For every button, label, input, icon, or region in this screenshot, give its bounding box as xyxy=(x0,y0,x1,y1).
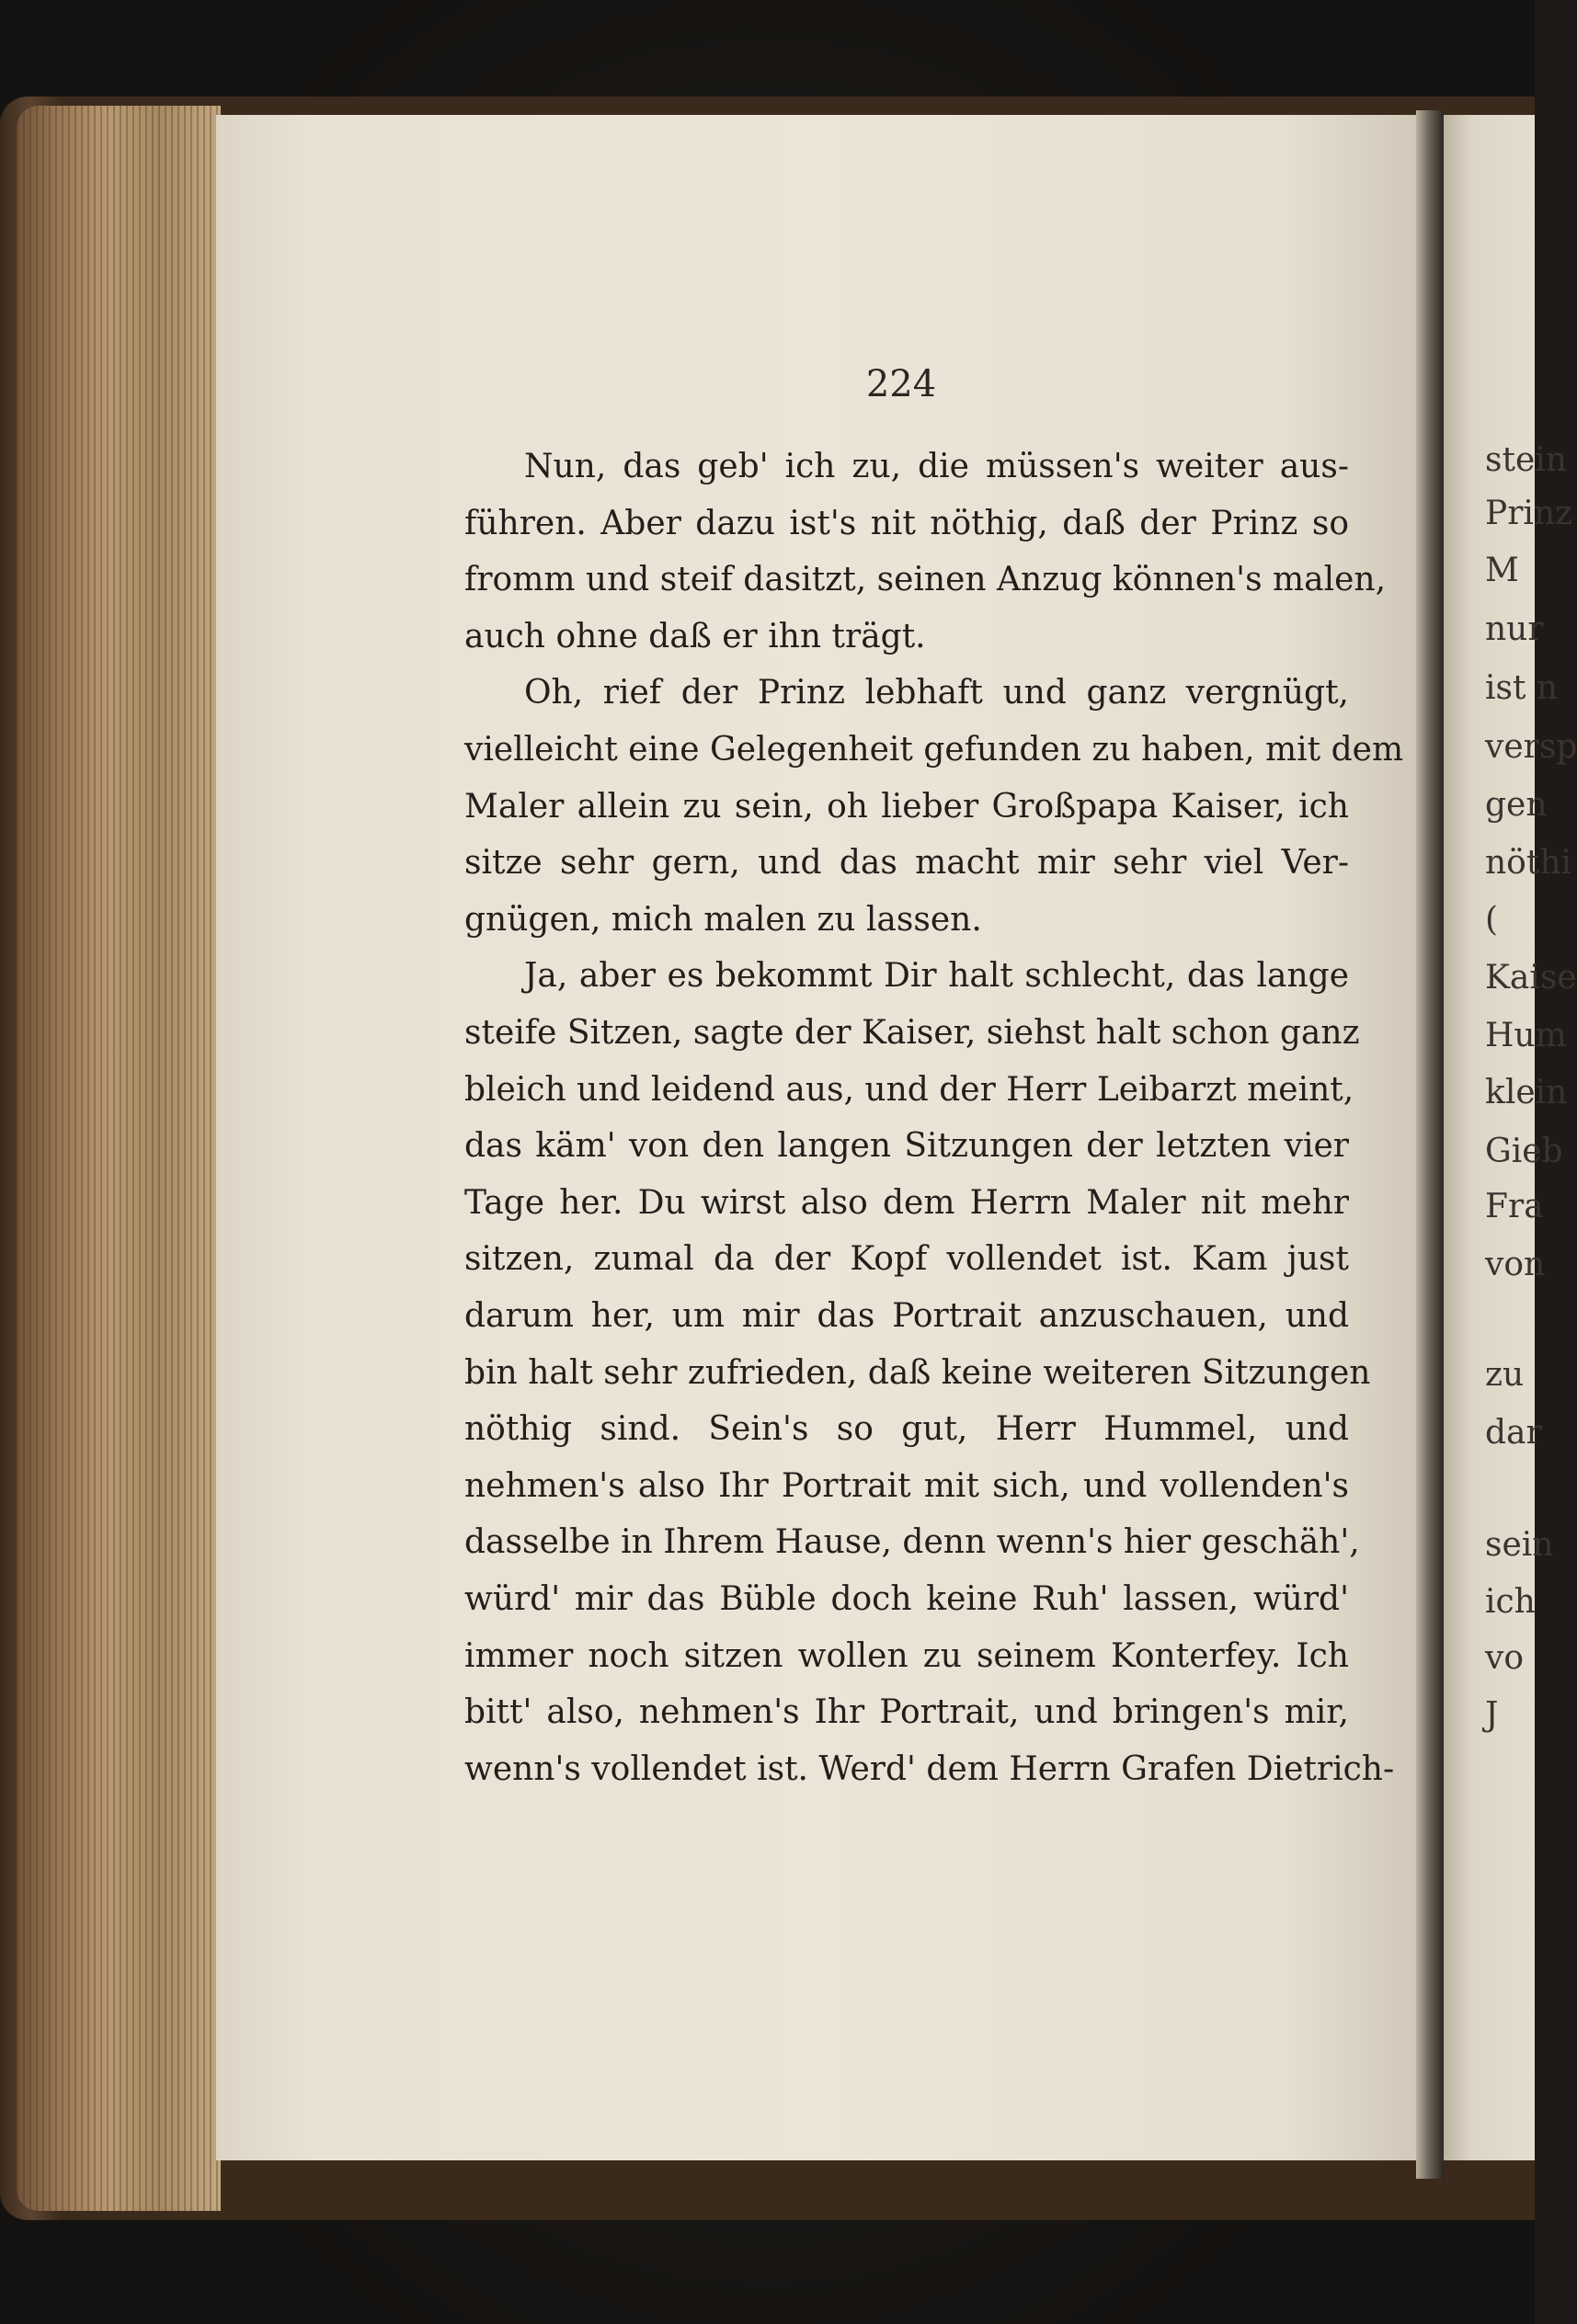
text-line: sitzen, zumal da der Kopf vollendet ist. Kam just xyxy=(464,1240,1349,1279)
text-line: nehmen's also Ihr Portrait mit sich, und vollenden's xyxy=(464,1466,1349,1505)
text-line: steife Sitzen, sagte der Kaiser, siehst halt schon ganz xyxy=(464,1014,1360,1052)
text-line: das käm' von den langen Sitzungen der letzten vier xyxy=(464,1127,1349,1166)
next-page-fragment: ist n xyxy=(1485,669,1559,707)
next-page-fragment: zu xyxy=(1485,1356,1525,1394)
text-line: wenn's vollendet ist. Werd' dem Herrn Grafen Dietrich- xyxy=(464,1749,1395,1788)
page-number: 224 xyxy=(865,363,937,405)
text-line: fromm und steif dasitzt, seinen Anzug können's malen, xyxy=(464,561,1387,599)
next-page-fragment: Fra xyxy=(1485,1188,1544,1225)
text-line: vielleicht eine Gelegenheit gefunden zu haben, mit dem xyxy=(464,731,1404,769)
next-page-fragment: ich xyxy=(1485,1583,1536,1621)
text-line: dasselbe in Ihrem Hause, denn wenn's hier geschäh', xyxy=(464,1523,1360,1562)
page-block-edge xyxy=(17,106,221,2211)
next-page-fragment: versp xyxy=(1485,728,1577,766)
next-page-fragment: J xyxy=(1485,1696,1499,1734)
text-line: immer noch sitzen wollen zu seinem Konterfey. Ich xyxy=(464,1636,1349,1675)
text-line: bin halt sehr zufrieden, daß keine weiteren Sitzungen xyxy=(464,1353,1371,1392)
next-page-fragment: Gieb xyxy=(1485,1133,1563,1170)
next-page-fragment: klein xyxy=(1485,1074,1568,1111)
text-line: nöthig sind. Sein's so gut, Herr Hummel, und xyxy=(464,1410,1349,1449)
next-page-fragment: ( xyxy=(1485,901,1499,939)
next-page-fragment: von xyxy=(1485,1246,1546,1283)
next-page-fragment: sein xyxy=(1485,1526,1554,1564)
next-page-fragment: nöthi xyxy=(1485,844,1572,882)
text-line: auch ohne daß er ihn trägt. xyxy=(464,617,926,655)
next-page-fragment: Kaise xyxy=(1485,959,1577,997)
text-line: Tage her. Du wirst also dem Herrn Maler nit mehr xyxy=(464,1183,1349,1222)
text-line: Nun, das geb' ich zu, die müssen's weiter aus- xyxy=(524,448,1349,485)
text-line: darum her, um mir das Portrait anzuschauen, und xyxy=(464,1297,1349,1335)
next-page-fragment: M xyxy=(1485,552,1519,589)
text-line: gnügen, mich malen zu lassen. xyxy=(464,900,982,939)
next-page-fragment: gen xyxy=(1485,786,1548,824)
text-line: Maler allein zu sein, oh lieber Großpapa Kaiser, ich xyxy=(464,787,1349,826)
text-line: sitze sehr gern, und das macht mir sehr viel Ver- xyxy=(464,844,1349,883)
text-line: Ja, aber es bekommt Dir halt schlecht, das lange xyxy=(524,957,1349,996)
text-line: würd' mir das Büble doch keine Ruh' lassen, würd' xyxy=(464,1580,1349,1618)
text-line: führen. Aber dazu ist's nit nöthig, daß der Prinz so xyxy=(464,504,1349,542)
next-page-fragment: stein xyxy=(1485,441,1567,479)
text-line: bitt' also, nehmen's Ihr Portrait, und bringen's mir, xyxy=(464,1693,1349,1732)
next-page-fragment: nur xyxy=(1485,610,1544,648)
text-line: bleich und leidend aus, und der Herr Leibarzt meint, xyxy=(464,1070,1354,1109)
next-page-fragment: vo xyxy=(1485,1639,1525,1677)
next-page-fragment: dar xyxy=(1485,1414,1542,1452)
text-line: Oh, rief der Prinz lebhaft und ganz vergnügt, xyxy=(524,674,1349,712)
next-page-fragment: Hum xyxy=(1485,1017,1567,1054)
book-gutter xyxy=(1416,110,1444,2179)
next-page-fragment: Prinz xyxy=(1485,495,1573,532)
